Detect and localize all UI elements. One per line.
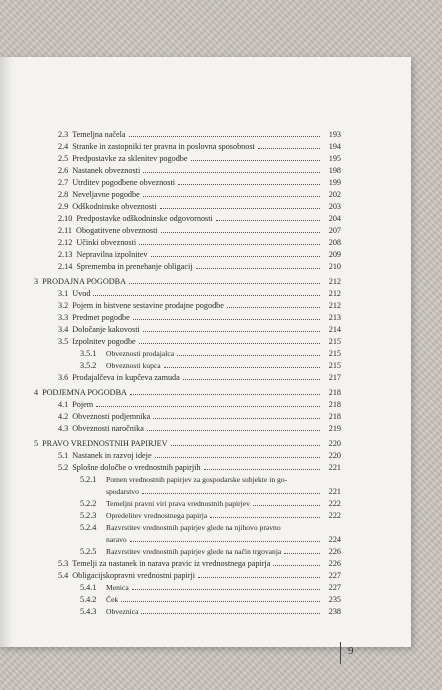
toc-entry-number: 5.4 (58, 571, 69, 580)
toc-leader-dots (143, 195, 320, 197)
toc-entry-title: Temelji za nastanek in narava pravic iz vrednostnega papirja (72, 559, 271, 568)
toc-leader-dots (121, 600, 320, 602)
toc-entry-title: Obveznosti naročnika (72, 424, 144, 433)
toc-entry-title: Obogatitvene obveznosti (76, 226, 158, 235)
toc-entry-title: Predmet pogodbe (72, 313, 130, 322)
toc-entry-title: Ček (106, 595, 119, 604)
toc-entry (80, 592, 341, 604)
toc-entry-page: 218 (328, 412, 341, 421)
toc-entry-page: 222 (328, 511, 341, 520)
toc-entry (80, 604, 341, 616)
toc-entry-page: 218 (328, 400, 341, 409)
toc-entry (34, 274, 341, 286)
toc-entry-number: 3.2 (58, 301, 69, 310)
toc-entry-title: PRODAJNA POGODBA (42, 277, 127, 286)
toc-entry-title: Stranke in zastopniki ter pravna in poslovna sposobnost (72, 142, 255, 151)
toc-entry-number: 3.5.2 (80, 361, 97, 370)
toc-entry (58, 448, 341, 460)
toc-entry-page: 215 (328, 349, 341, 358)
toc-entry (58, 286, 341, 298)
toc-entry-number: 5.2.3 (80, 511, 97, 520)
toc-entry-page: 212 (328, 289, 341, 298)
page-gutter-shadow (0, 57, 14, 647)
toc-entry (58, 247, 341, 259)
toc-entry (34, 385, 341, 397)
toc-entry-page: 199 (328, 178, 341, 187)
toc-entry-number: 3.5 (58, 337, 69, 346)
toc-entry-title: Nepravilna izpolnitev (76, 250, 148, 259)
toc-leader-dots (216, 219, 320, 221)
toc-leader-dots (129, 135, 320, 137)
toc-entry-number: 5.1 (58, 451, 69, 460)
toc-entry-number: 2.11 (58, 226, 73, 235)
toc-entry (58, 211, 341, 223)
toc-entry-title: Obveznosti prodajalca (106, 349, 175, 358)
toc-entry-title: Temeljni pravni viri prava vrednostnih papirjev (106, 499, 250, 508)
toc-entry-number: 2.6 (58, 166, 69, 175)
toc-entry-title: PODJEMNA POGODBA (42, 388, 127, 397)
toc-leader-dots (160, 207, 320, 209)
book-page (0, 57, 411, 657)
toc-entry-title: Pomen vrednostnih papirjev za gospodarske subjekte in go- (106, 475, 288, 484)
toc-leader-dots (130, 393, 320, 395)
toc-entry (58, 322, 341, 334)
toc-leader-dots (171, 444, 320, 446)
toc-entry-title: Nastanek obveznosti (72, 166, 141, 175)
toc-leader-dots (204, 468, 321, 470)
toc-entry (58, 556, 341, 568)
toc-entry (80, 346, 341, 358)
toc-entry-title: Splošne določbe o vrednostnih papirjih (72, 463, 201, 472)
toc-entry-title: Določanje kakovosti (72, 325, 140, 334)
toc-entry-title: PRAVO VREDNOSTNIH PAPIRJEV (42, 439, 168, 448)
toc-leader-dots (133, 318, 320, 320)
toc-leader-dots (198, 576, 320, 578)
toc-entry (80, 484, 341, 496)
toc-leader-dots (284, 552, 320, 554)
folio-divider (340, 642, 341, 664)
toc-entry-page: 215 (328, 337, 341, 346)
toc-entry-page: 221 (328, 463, 341, 472)
toc-entry-title: Predpostavke za sklenitev pogodbe (72, 154, 188, 163)
toc-entry-number: 5 (34, 439, 39, 448)
toc-entry-title: naravo (106, 535, 127, 544)
toc-leader-dots (155, 456, 320, 458)
toc-leader-dots (143, 171, 320, 173)
toc-entry (80, 496, 341, 508)
toc-entry (80, 544, 341, 556)
toc-entry-number: 2.10 (58, 214, 73, 223)
toc-entry-title: Izpolnitev pogodbe (72, 337, 136, 346)
toc-entry (58, 370, 341, 382)
toc-entry (58, 310, 341, 322)
toc-entry-number: 4 (34, 388, 39, 397)
toc-entry-number: 5.4.3 (80, 607, 97, 616)
toc-leader-dots (196, 267, 320, 269)
toc-entry (34, 436, 341, 448)
toc-leader-dots (191, 159, 320, 161)
toc-leader-dots (161, 231, 320, 233)
toc-entry-page: 203 (328, 202, 341, 211)
toc-entry-page: 222 (328, 499, 341, 508)
toc-entry-number: 4.2 (58, 412, 69, 421)
toc-entry-title: Obveznica (106, 607, 139, 616)
toc-entry (58, 163, 341, 175)
toc-entry-title: Učinki obveznosti (76, 238, 137, 247)
toc-leader-dots (258, 147, 320, 149)
toc-leader-dots (139, 342, 320, 344)
toc-entry-page: 219 (328, 424, 341, 433)
toc-entry-page: 204 (328, 214, 341, 223)
toc-entry-number: 3.1 (58, 289, 69, 298)
toc-entry (58, 139, 341, 151)
toc-entry-page: 208 (328, 238, 341, 247)
toc-entry-number: 3.3 (58, 313, 69, 322)
toc-entry (58, 409, 341, 421)
toc-entry-page: 209 (328, 250, 341, 259)
toc-entry-page: 213 (328, 313, 341, 322)
toc-entry-title: Nastanek in razvoj ideje (72, 451, 152, 460)
toc-entry (80, 532, 341, 544)
toc-entry-page: 214 (328, 325, 341, 334)
toc-leader-dots (130, 540, 320, 542)
toc-entry-page: 195 (328, 154, 341, 163)
toc-leader-dots (147, 429, 320, 431)
toc-entry (80, 472, 341, 484)
toc-entry-title: Utrditev pogodbene obveznosti (72, 178, 176, 187)
toc-leader-dots (164, 366, 320, 368)
toc-entry-page: 224 (328, 535, 341, 544)
toc-entry (58, 199, 341, 211)
toc-entry-page: 198 (328, 166, 341, 175)
toc-entry-title: Obveznosti podjemnika (72, 412, 151, 421)
toc-leader-dots (210, 516, 320, 518)
toc-entry-title: Obveznosti kupca (106, 361, 161, 370)
toc-leader-dots (183, 378, 320, 380)
toc-leader-dots (178, 183, 320, 185)
toc-entry-title: Predpostavke odškodninske odgovornosti (76, 214, 213, 223)
toc-leader-dots (132, 588, 320, 590)
toc-entry-number: 2.9 (58, 202, 69, 211)
toc-entry (58, 187, 341, 199)
toc-leader-dots (253, 504, 320, 506)
toc-entry-number: 5.3 (58, 559, 69, 568)
toc-entry-number: 3.5.1 (80, 349, 97, 358)
toc-entry-number: 4.1 (58, 400, 69, 409)
toc-entry-page: 212 (328, 277, 341, 286)
toc-entry-title: spodarstvo (106, 487, 139, 496)
toc-entry-number: 5.2.2 (80, 499, 97, 508)
toc-leader-dots (151, 255, 321, 257)
toc-entry (58, 397, 341, 409)
toc-leader-dots (139, 243, 320, 245)
toc-entry-number: 2.3 (58, 130, 69, 139)
toc-entry-title: Opredelitev vrednostnega papirja (106, 511, 208, 520)
toc-entry-number: 2.8 (58, 190, 69, 199)
toc-entry-title: Menica (106, 583, 129, 592)
toc-entry-number: 2.7 (58, 178, 69, 187)
toc-leader-dots (93, 294, 320, 296)
toc-entry-number: 5.4.1 (80, 583, 97, 592)
toc-entry-title: Sprememba in prenehanje obligacij (76, 262, 193, 271)
toc-entry (80, 358, 341, 370)
toc-entry-number: 5.2.1 (80, 475, 97, 484)
toc-leader-dots (142, 492, 320, 494)
toc-entry-title: Razvrstitev vrednostnih papirjev glede na način trgovanja (106, 547, 282, 556)
toc-entry-number: 3.6 (58, 373, 69, 382)
toc-entry-page: 220 (328, 451, 341, 460)
toc-entry-page: 212 (328, 301, 341, 310)
toc-entry (58, 568, 341, 580)
toc-entry-page: 238 (328, 607, 341, 616)
toc-entry-page: 221 (328, 487, 341, 496)
toc-entry (58, 151, 341, 163)
toc-entry-page: 227 (328, 571, 341, 580)
toc-entry-title: Neveljavne pogodbe (72, 190, 140, 199)
page-number: 9 (348, 645, 354, 657)
toc-entry-page: 227 (328, 583, 341, 592)
toc-entry-number: 5.2 (58, 463, 69, 472)
toc-leader-dots (177, 354, 320, 356)
toc-entry-page: 217 (328, 373, 341, 382)
toc-entry-number: 4.3 (58, 424, 69, 433)
toc-entry-page: 220 (328, 439, 341, 448)
toc-leader-dots (141, 612, 320, 614)
toc-entry-page: 207 (328, 226, 341, 235)
toc-leader-dots (273, 564, 320, 566)
toc-entry (80, 508, 341, 520)
toc-entry-page: 226 (328, 559, 341, 568)
toc-entry (58, 175, 341, 187)
toc-entry (58, 460, 341, 472)
toc-entry-page: 218 (328, 388, 341, 397)
toc-leader-dots (143, 330, 320, 332)
toc-entry-page: 202 (328, 190, 341, 199)
toc-entry-number: 5.2.5 (80, 547, 97, 556)
toc-entry-page: 194 (328, 142, 341, 151)
toc-entry-title: Obligacijskopravni vrednostni papirji (72, 571, 196, 580)
toc-entry-title: Razvrstitev vrednostnih papirjev glede na njihovo pravno (106, 523, 281, 532)
toc-entry-page: 226 (328, 547, 341, 556)
toc-entry (58, 259, 341, 271)
toc-entry-page: 210 (328, 262, 341, 271)
toc-entry-title: Uvod (72, 289, 91, 298)
toc-entry-page: 193 (328, 130, 341, 139)
toc-entry-number: 5.2.4 (80, 523, 97, 532)
toc-leader-dots (153, 417, 320, 419)
toc-entry-title: Prodajalčeva in kupčeva zamuda (72, 373, 180, 382)
toc-entry (58, 235, 341, 247)
toc-entry (58, 334, 341, 346)
toc-entry (80, 580, 341, 592)
toc-leader-dots (129, 282, 320, 284)
toc-entry-number: 3 (34, 277, 39, 286)
toc-entry-number: 2.12 (58, 238, 73, 247)
toc-leader-dots (227, 306, 320, 308)
toc-entry (80, 520, 341, 532)
toc-entry-title: Pojem (72, 400, 94, 409)
toc-entry-page: 215 (328, 361, 341, 370)
toc-entry-page: 235 (328, 595, 341, 604)
toc-entry-number: 2.13 (58, 250, 73, 259)
toc-entry-title: Pojem in bistvene sestavine prodajne pogodbe (72, 301, 224, 310)
toc-entry (58, 298, 341, 310)
toc-entry-title: Temeljna načela (72, 130, 126, 139)
toc-entry (58, 127, 341, 139)
toc-entry-title: Odškodninske obveznosti (72, 202, 157, 211)
toc-entry (58, 421, 341, 433)
toc-entry-number: 3.4 (58, 325, 69, 334)
toc-entry-number: 2.4 (58, 142, 69, 151)
toc-leader-dots (96, 405, 320, 407)
toc-entry (58, 223, 341, 235)
toc-entry-number: 2.5 (58, 154, 69, 163)
toc-entry-number: 2.14 (58, 262, 73, 271)
toc-entry-number: 5.4.2 (80, 595, 97, 604)
